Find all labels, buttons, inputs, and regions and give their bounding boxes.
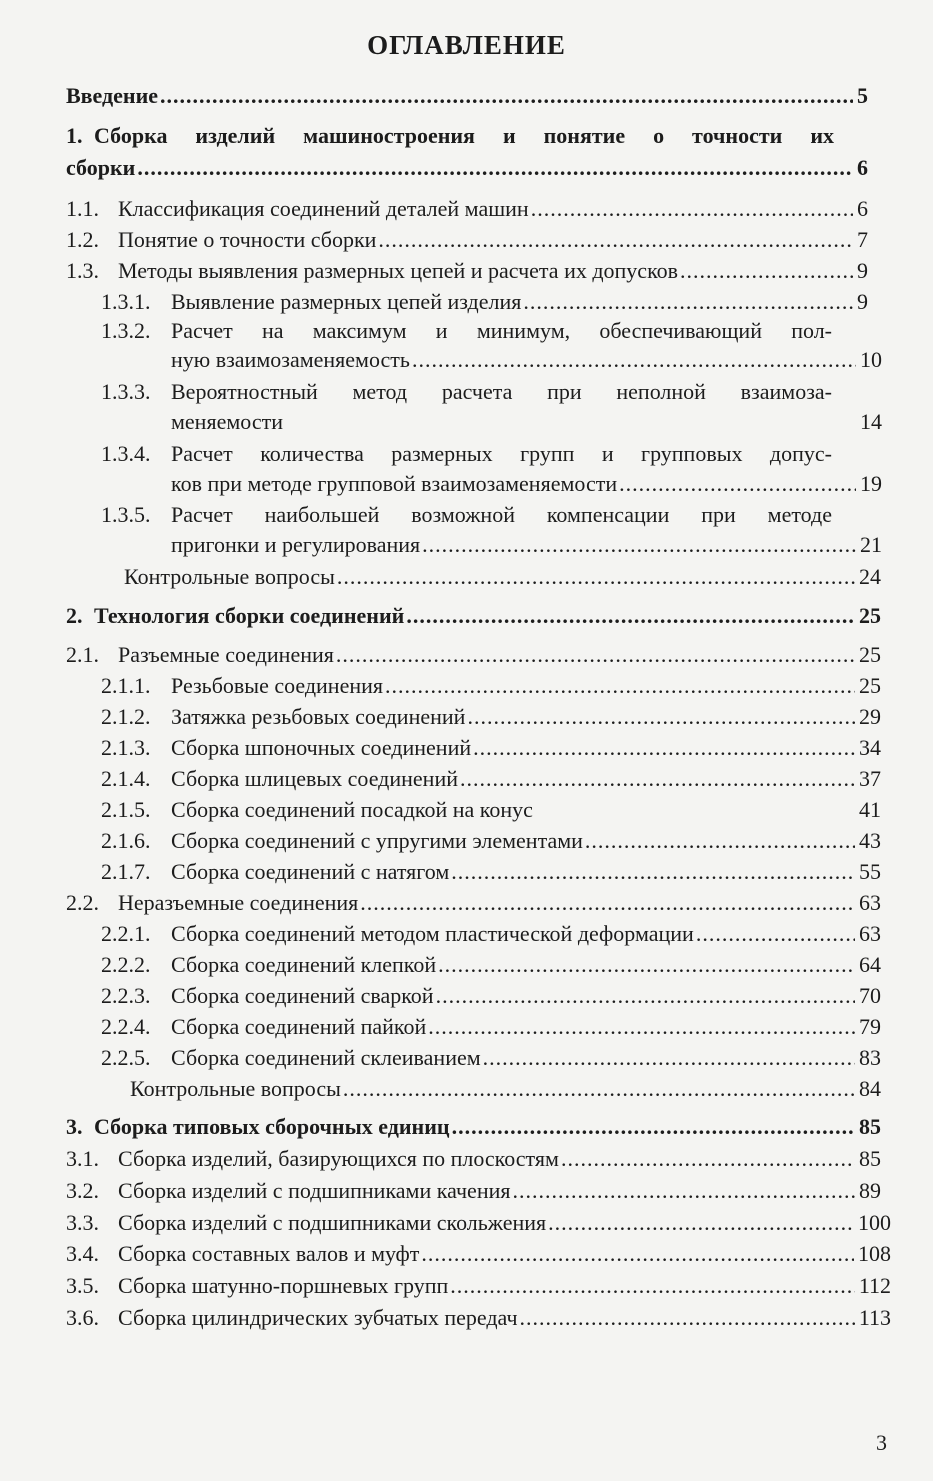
toc-entry-title: Расчет на максимум и минимум, обеспечивающий пол- bbox=[171, 318, 832, 343]
toc-entry-number: 1.1. bbox=[66, 196, 99, 221]
toc-entry-page: 25 bbox=[859, 642, 881, 667]
toc-leader bbox=[460, 763, 855, 795]
toc-leader bbox=[343, 1073, 855, 1105]
toc-entry-page: 100 bbox=[858, 1210, 891, 1235]
toc-entry-3-6 bbox=[66, 1302, 891, 1334]
toc-leader bbox=[428, 1011, 855, 1043]
page-number: 3 bbox=[876, 1430, 887, 1455]
toc-entry-questions-2 bbox=[130, 1073, 881, 1105]
toc-entry-number: 2.2.5. bbox=[101, 1045, 151, 1070]
toc-entry-title: Сборка изделий, базирующихся по плоскостям bbox=[118, 1146, 559, 1171]
toc-entry-title: Неразъемные соединения bbox=[118, 890, 359, 915]
toc-entry-2-1-6 bbox=[101, 825, 881, 857]
toc-entry-title-continued: ков при методе групповой взаимозаменяемости bbox=[171, 471, 618, 496]
toc-entry-page: 55 bbox=[859, 859, 881, 884]
toc-entry-number: 2.2.3. bbox=[101, 983, 151, 1008]
toc-entry-title: Понятие о точности сборки bbox=[118, 227, 377, 252]
toc-entry-number: 2.1.2. bbox=[101, 704, 151, 729]
toc-entry-number: 2.2.2. bbox=[101, 952, 151, 977]
toc-entry-number: 2.1.3. bbox=[101, 735, 151, 760]
toc-entry-title: Сборка шатунно-поршневых групп bbox=[118, 1273, 449, 1298]
toc-entry-title: Сборка изделий машиностроения и понятие о точности их bbox=[94, 123, 834, 148]
page-title: ОГЛАВЛЕНИЕ bbox=[367, 30, 566, 60]
toc-entry-page: 64 bbox=[859, 952, 881, 977]
toc-entry-page: 84 bbox=[859, 1076, 881, 1101]
toc-entry-number: 2.1. bbox=[66, 642, 99, 667]
toc-leader bbox=[385, 670, 855, 702]
toc-leader bbox=[378, 224, 853, 256]
toc-entry-page: 34 bbox=[859, 735, 881, 760]
toc-leader bbox=[160, 80, 853, 112]
toc-entry-2-2-5 bbox=[101, 1042, 881, 1074]
toc-entry-page: 83 bbox=[859, 1045, 881, 1070]
toc-entry-page: 25 bbox=[859, 673, 881, 698]
toc-entry-title: Сборка соединений клепкой bbox=[171, 952, 437, 977]
toc-entry-3-3 bbox=[66, 1207, 891, 1239]
toc-entry-2-2-3 bbox=[101, 980, 881, 1012]
toc-entry-page: 9 bbox=[857, 289, 868, 314]
toc-leader bbox=[680, 255, 853, 287]
toc-entry-title: Сборка соединений сваркой bbox=[171, 983, 434, 1008]
toc-entry-title: Сборка цилиндрических зубчатых передач bbox=[118, 1305, 518, 1330]
toc-entry-3-4 bbox=[66, 1238, 891, 1270]
toc-entry-title: Сборка соединений методом пластической деформации bbox=[171, 921, 694, 946]
toc-entry-number: 2. bbox=[66, 603, 83, 628]
toc-entry-title: Контрольные вопросы bbox=[130, 1076, 341, 1101]
toc-entry-page: 6 bbox=[857, 196, 868, 221]
toc-entry-page: 113 bbox=[858, 1305, 891, 1330]
toc-entry-title: Сборка соединений склеиванием bbox=[171, 1045, 481, 1070]
toc-entry-2-1-4 bbox=[101, 763, 881, 795]
toc-entry-title: Расчет наибольшей возможной компенсации при методе bbox=[171, 502, 832, 527]
toc-entry-title: Разъемные соединения bbox=[118, 642, 334, 667]
toc-leader bbox=[421, 1238, 854, 1270]
toc-entry-title: Контрольные вопросы bbox=[124, 564, 335, 589]
toc-entry-2-2-2 bbox=[101, 949, 881, 981]
toc-leader bbox=[561, 1143, 855, 1175]
toc-entry-number: 1.3.2. bbox=[101, 318, 151, 343]
toc-entry-1-2 bbox=[66, 224, 868, 256]
toc-entry-title: Сборка шпоночных соединений bbox=[171, 735, 472, 760]
toc-entry-title-continued: ную взаимозаменяемость bbox=[171, 347, 410, 372]
toc-entry-number: 2.1.5. bbox=[101, 797, 151, 822]
toc-entry-chapter-2 bbox=[66, 600, 881, 632]
toc-entry-number: 1.3.1. bbox=[101, 289, 151, 314]
toc-entry-2-2-4 bbox=[101, 1011, 881, 1043]
toc-entry-page: 29 bbox=[859, 704, 881, 729]
toc-entry-1-3-5-cont bbox=[171, 529, 882, 561]
toc-entry-title: Выявление размерных цепей изделия bbox=[171, 289, 522, 314]
toc-entry-questions-1 bbox=[124, 561, 881, 593]
toc-entry-number: 1.2. bbox=[66, 227, 99, 252]
toc-entry-1-3-5 bbox=[101, 499, 832, 531]
toc-entry-1-3 bbox=[66, 255, 868, 287]
toc-leader bbox=[548, 1207, 854, 1239]
toc-entry-title: Резьбовые соединения bbox=[171, 673, 384, 698]
toc-entry-page: 79 bbox=[859, 1014, 881, 1039]
toc-entry-number: 3.3. bbox=[66, 1210, 99, 1235]
toc-entry-2-1 bbox=[66, 639, 881, 671]
toc-entry-title: Введение bbox=[66, 83, 159, 108]
toc-entry-page: 63 bbox=[859, 921, 881, 946]
toc-leader bbox=[451, 856, 855, 888]
toc-entry-1-3-3 bbox=[101, 376, 832, 408]
toc-leader bbox=[436, 980, 855, 1012]
toc-entry-number: 1.3. bbox=[66, 258, 99, 283]
toc-leader bbox=[523, 286, 853, 318]
toc-entry-number: 2.1.6. bbox=[101, 828, 151, 853]
toc-entry-chapter-1-cont bbox=[66, 152, 868, 184]
toc-entry-page: 108 bbox=[858, 1241, 891, 1266]
toc-leader bbox=[483, 1042, 855, 1074]
toc-leader bbox=[473, 732, 855, 764]
toc-entry-page: 21 bbox=[860, 532, 882, 557]
toc-leader bbox=[337, 561, 855, 593]
toc-entry-page: 112 bbox=[858, 1273, 891, 1298]
toc-leader bbox=[412, 344, 856, 376]
toc-leader bbox=[513, 1175, 856, 1207]
toc-entry-page: 85 bbox=[859, 1114, 881, 1139]
toc-entry-2-1-3 bbox=[101, 732, 881, 764]
toc-entry-3-1 bbox=[66, 1143, 881, 1175]
toc-entry-title: Сборка соединений посадкой на конус bbox=[171, 797, 533, 822]
toc-entry-title-continued: меняемости bbox=[171, 409, 283, 434]
toc-entry-title: Сборка составных валов и муфт bbox=[118, 1241, 420, 1266]
toc-leader bbox=[360, 887, 855, 919]
toc-entry-3-5 bbox=[66, 1270, 891, 1302]
toc-entry-title: Расчет количества размерных групп и групповых допус- bbox=[171, 441, 832, 466]
toc-leader bbox=[450, 1270, 855, 1302]
toc-entry-1-3-1 bbox=[101, 286, 868, 318]
toc-entry-1-3-4-cont bbox=[171, 468, 882, 500]
toc-leader bbox=[467, 701, 855, 733]
toc-entry-number: 1.3.3. bbox=[101, 379, 151, 404]
toc-entry-page: 5 bbox=[857, 83, 868, 108]
toc-entry-1-3-4 bbox=[101, 438, 832, 470]
toc-entry-title: Затяжка резьбовых соединений bbox=[171, 704, 466, 729]
toc-entry-page: 63 bbox=[859, 890, 881, 915]
toc-leader bbox=[438, 949, 855, 981]
toc-leader bbox=[585, 825, 855, 857]
toc-entry-title: Сборка типовых сборочных единиц bbox=[94, 1114, 450, 1139]
toc-entry-2-1-2 bbox=[101, 701, 881, 733]
toc-entry-page: 14 bbox=[860, 409, 882, 434]
toc-entry-1-1 bbox=[66, 193, 868, 225]
toc-entry-title: Сборка соединений пайкой bbox=[171, 1014, 427, 1039]
toc-entry-title-continued: сборки bbox=[66, 155, 136, 180]
toc-entry-number: 1.3.5. bbox=[101, 502, 151, 527]
toc-entry-chapter-3 bbox=[66, 1111, 881, 1143]
toc-leader bbox=[406, 600, 855, 632]
toc-entry-page: 43 bbox=[859, 828, 881, 853]
toc-entry-page: 70 bbox=[859, 983, 881, 1008]
toc-entry-2-1-5 bbox=[101, 794, 881, 826]
toc-entry-2-1-1 bbox=[101, 670, 881, 702]
toc-entry-number: 2.1.7. bbox=[101, 859, 151, 884]
toc-entry-page: 37 bbox=[859, 766, 881, 791]
toc-entry-page: 25 bbox=[859, 603, 881, 628]
toc-entry-number: 1.3.4. bbox=[101, 441, 151, 466]
toc-entry-number: 2.1.1. bbox=[101, 673, 151, 698]
toc-leader bbox=[452, 1111, 855, 1143]
toc-entry-page: 9 bbox=[857, 258, 868, 283]
toc-entry-number: 2.2.1. bbox=[101, 921, 151, 946]
toc-entry-title: Методы выявления размерных цепей и расчета их допусков bbox=[118, 258, 679, 283]
toc-entry-page: 7 bbox=[857, 227, 868, 252]
toc-entry-page: 10 bbox=[860, 347, 882, 372]
toc-entry-2-1-7 bbox=[101, 856, 881, 888]
toc-entry-number: 3.6. bbox=[66, 1305, 99, 1330]
toc-entry-title: Сборка изделий с подшипниками скольжения bbox=[118, 1210, 547, 1235]
toc-entry-title: Сборка соединений с упругими элементами bbox=[171, 828, 583, 853]
toc-entry-title: Сборка изделий с подшипниками качения bbox=[118, 1178, 511, 1203]
toc-entry-title: Вероятностный метод расчета при неполной взаимоза- bbox=[171, 379, 832, 404]
toc-entry-number: 3.5. bbox=[66, 1273, 99, 1298]
toc-entry-page: 85 bbox=[859, 1146, 881, 1171]
toc-leader bbox=[619, 468, 856, 500]
toc-entry-title: Технология сборки соединений bbox=[94, 603, 405, 628]
toc-entry-title: Сборка шлицевых соединений bbox=[171, 766, 458, 791]
toc-entry-title: Сборка соединений с натягом bbox=[171, 859, 450, 884]
toc-entry-number: 3.4. bbox=[66, 1241, 99, 1266]
toc-entry-page: 41 bbox=[859, 797, 881, 822]
toc-leader bbox=[531, 193, 853, 225]
toc-entry-1-3-3-cont bbox=[171, 406, 882, 438]
toc-entry-chapter-1 bbox=[66, 120, 834, 152]
toc-entry-page: 6 bbox=[857, 155, 868, 180]
toc-entry-number: 3. bbox=[66, 1114, 83, 1139]
toc-entry-page: 24 bbox=[859, 564, 881, 589]
toc-leader bbox=[520, 1302, 855, 1334]
toc-entry-number: 2.1.4. bbox=[101, 766, 151, 791]
toc-entry-1-3-2 bbox=[101, 315, 832, 347]
toc-entry-title-continued: пригонки и регулирования bbox=[171, 532, 421, 557]
toc-entry-number: 1. bbox=[66, 123, 83, 148]
toc-entry-3-2 bbox=[66, 1175, 881, 1207]
toc-leader bbox=[696, 918, 855, 950]
toc-entry-number: 3.1. bbox=[66, 1146, 99, 1171]
toc-entry-2-2 bbox=[66, 887, 881, 919]
toc-entry-1-3-2-cont bbox=[171, 344, 882, 376]
toc-entry-page: 89 bbox=[859, 1178, 881, 1203]
toc-entry-2-2-1 bbox=[101, 918, 881, 950]
toc-entry-number: 3.2. bbox=[66, 1178, 99, 1203]
toc-leader bbox=[336, 639, 855, 671]
toc-leader bbox=[422, 529, 856, 561]
toc-entry-number: 2.2.4. bbox=[101, 1014, 151, 1039]
toc-entry-page: 19 bbox=[860, 471, 882, 496]
toc-entry-number: 2.2. bbox=[66, 890, 99, 915]
toc-entry-title: Классификация соединений деталей машин bbox=[118, 196, 529, 221]
toc-entry-intro bbox=[66, 80, 868, 112]
toc-leader bbox=[137, 152, 853, 184]
